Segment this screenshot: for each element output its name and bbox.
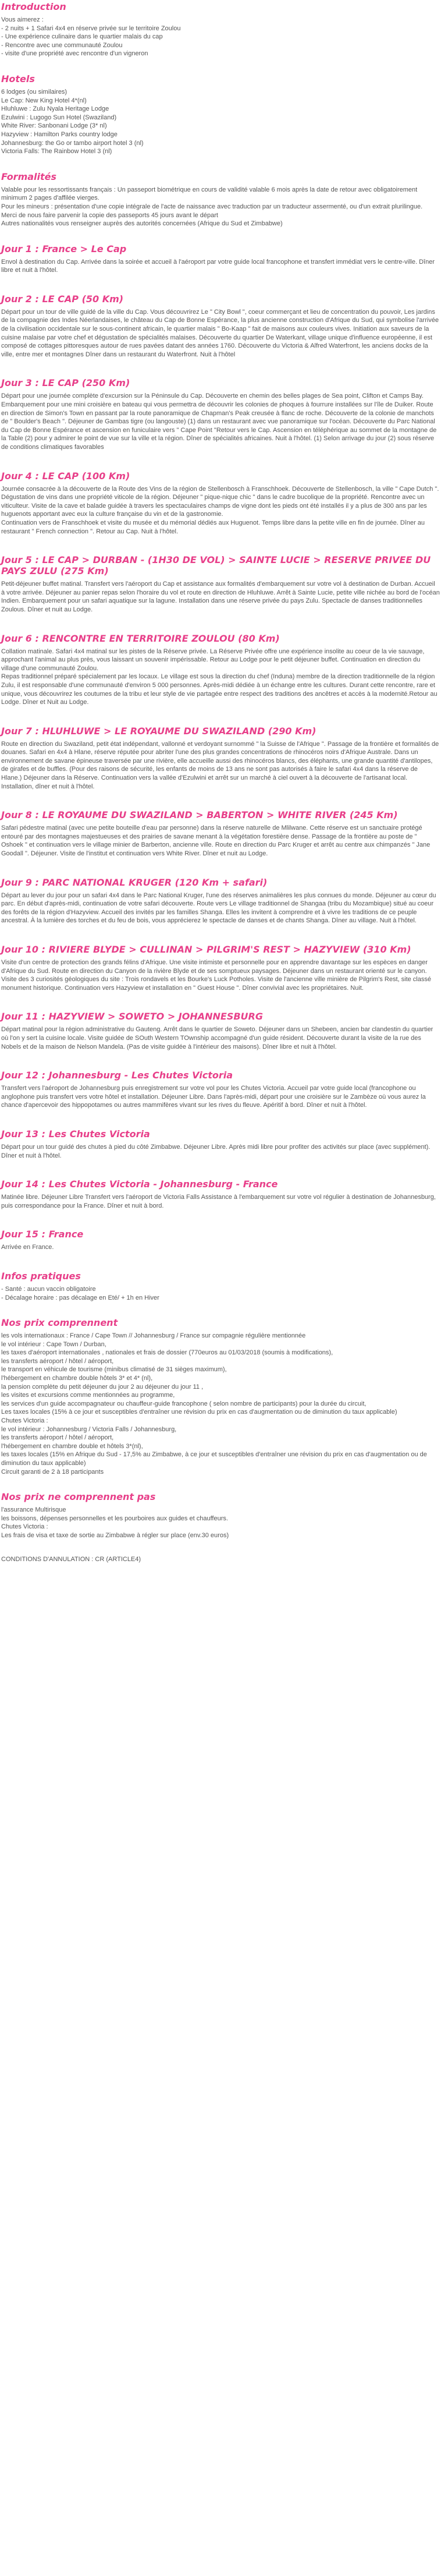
prix-ne-comprend-line: les boissons, dépenses personnelles et les pourboires aux guides et chauffeurs. (1, 1515, 228, 1522)
day-section (1, 1179, 440, 1210)
hotels-lines (1, 88, 440, 156)
hotel-line: Hazyview : Hamilton Parks country lodge (1, 130, 118, 138)
hotels-section (1, 73, 440, 156)
day-description: Arrivée en France. (1, 1244, 54, 1251)
infos-section (1, 1271, 440, 1302)
hotel-line: Ezulwini : Lugogo Sun Hotel (Swaziland) (1, 114, 117, 121)
prix-comprend-line: les transferts aéroport / hôtel / aéroport, (1, 1357, 114, 1365)
day-section (1, 470, 440, 536)
day-section (1, 1011, 440, 1051)
day-title: Jour 6 : RENCONTRE EN TERRITOIRE ZOULOU (80 Km) (1, 632, 280, 644)
day-title: Jour 9 : PARC NATIONAL KRUGER (120 Km + safari) (1, 876, 268, 888)
day-section (1, 1229, 440, 1252)
day-section (1, 554, 440, 614)
day-description: Visite d'un centre de protection des grands félins d'Afrique. Une visite intimiste et personnelle pour en apprendre davantage sur les espèces en danger d'Afrique du Sud. Route en direction du Canyon de la rivière Blyde et de ses somptueux paysages. Déjeuner dans un restaurant orienté sur le canyon. Visite des 3 curiosités géologiques du site : Trois rondavels et les Bourke's Luck Potholes. Visite de l'ancienne ville minière de Pilgrim's Rest, site classé monument historique. Continuation vers Hazyview et installation en " Guest House ". Dîner convivial avec les propriétaires. Nuit. (1, 959, 431, 992)
day-title: Jour 2 : LE CAP (50 Km) (1, 293, 124, 305)
formalites-lines (1, 186, 440, 228)
day-description: Départ matinal pour la région administrative du Gauteng. Arrêt dans le quartier de Soweto. Déjeuner dans un Shebeen, ancien bar clandestin du quartier où l'on y sert la cuisine locale. Visite guidée de SOuth Western TOwnship accompagné d'un guide résident. Découverte durant la visite de la rue des Nobels et de la maison de Nelson Mandela. (Pas de visite guidée à l'intérieur des maisons). Dîner libre et nuit à l'hôtel. (1, 1026, 433, 1050)
hotel-line: Victoria Falls: The Rainbow Hotel 3 (nl) (1, 148, 112, 155)
hotels-title: Hotels (1, 73, 35, 84)
day-description: Journée consacrée à la découverte de la Route des Vins de la région de Stellenbosch à Franschhoek. Découverte de Stellenbosch, la ville " Cape Dutch ". Dégustation de vins dans une propriété viticole de la région. Déjeuner " pique-nique chic " dans le cadre bucolique de la propriété. Rencontre avec un viticulteur. Visite de la cave et balade guidée à travers les spectaculaires champs de vigne dont les pieds ont été installés il y a plus de 300 ans par les huguenots apportant avec eux la culture française du vin et de la gastronomie. Continuation vers de Franschhoek et visite du musée et du mémorial dédiés aux Huguenot. Temps libre dans la petite ville en fin de journée. Dîner au restaurant " French connection ". Retour au Cap. Nuit à l'hôtel. (1, 485, 439, 535)
day-title: Jour 10 : RIVIERE BLYDE > CULLINAN > PILGRIM'S REST > HAZYVIEW (310 Km) (1, 944, 411, 955)
day-description: Départ au lever du jour pour un safari 4x4 dans le Parc National Kruger, l'une des réserves animalières les plus connues du monde. Déjeuner au cœur du parc. En début d'après-midi, continuation de votre safari découverte. Route vers Le village traditionnel de Shangaa (tribu du Mozambique) situé au coeur des forêts de la région d'Hazyview. Accueil des invités par les familles Shanga. Elles les invitent à comprendre et à vivre les traditions de ce peuple ancestral. À la lumière des torches et du feu de bois, vous apprécierez le spectacle de danses et de chants Shanga. Dîner au village. Nuit à l'hôtel. (1, 891, 436, 925)
day-title: Jour 11 : HAZYVIEW > SOWETO > JOHANNESBURG (1, 1011, 263, 1022)
prix-comprend-line: Les taxes locales (15% à ce jour et susceptibles d'entraîner une révision du prix en cas d'augmentation ou de diminution du taux applicable) (1, 1409, 397, 1416)
formalites-section (1, 171, 440, 228)
day-description: Matinée libre. Déjeuner Libre Transfert vers l'aéroport de Victoria Falls Assistance à l'embarquement sur votre vol régulier à destination de Johannesburg, puis correspondance pour la France. Dîner et nuit à bord. (1, 1194, 436, 1209)
day-section (1, 633, 440, 707)
day-description: Collation matinale. Safari 4x4 matinal sur les pistes de la Réserve privée. La Réserve Privée offre une expérience insolite au coeur de la vie sauvage, approchant l'animal au plus près, vous laissant un souvenir impérissable. Retour au Lodge pour le petit déjeuner buffet. Continuation en direction du village d'une communauté Zoulou. Repas traditionnel préparé spécialement par les locaux. Le village est sous la direction du chef (Induna) membre de la direction traditionnelle de la région Zulu, il est responsable d'une communauté d'environ 5 000 personnes. Après-midi dédiée à un échange entre les cultures. Durant cette rencontre, rare et unique, vous découvrirez les coutumes de la tribu et leur style de vie partagée entre respect des traditions des ancêtres et accès à la modernité.Retour au Lodge. Dîner et Nuit au Lodge. (1, 647, 438, 706)
day-section (1, 809, 440, 858)
info-line: - Santé : aucun vaccin obligatoire (1, 1285, 96, 1293)
day-section (1, 726, 440, 791)
prix-comprend-title: Nos prix comprennent (1, 1317, 118, 1329)
day-section (1, 1070, 440, 1110)
prix-comprend-line: les taxes locales (15% en Afrique du Sud - 17,5% au Zimbabwe, à ce jour et susceptibles d'entraîner une révision du prix en cas d'augmentation ou de diminution du taux applicable) (1, 1451, 427, 1467)
day-description: Safari pédestre matinal (avec une petite bouteille d'eau par personne) dans la réserve naturelle de Mlilwane. Cette réserve est un sanctuaire protégé entouré par des montagnes majestueuses et des prairies de savane menant à la végétation forestière dense. Passage de la frontière au poste de " Oshoek " et continuation vers le village minier de Barberton, ancienne ville. Route en direction du Parc Kruger et arrêt au centre aux chimpanzés " Jane Goodall ". Déjeuner. Visite de l'institut et continuation vers White River. Dîner et nuit au Lodge. (1, 825, 431, 858)
prix-comprend-line: Circuit garanti de 2 à 18 participants (1, 1468, 104, 1475)
introduction-line: - visite d'une propriété avec rencontre d'un vigneron (1, 50, 148, 58)
prix-comprend-line: Chutes Victoria : (1, 1417, 48, 1425)
prix-comprend-line: la pension complète du petit déjeuner du jour 2 au déjeuner du jour 11 , (1, 1383, 204, 1390)
hotel-line: Johannesburg: the Go or tambo airport hotel 3 (nl) (1, 139, 144, 147)
day-title: Jour 13 : Les Chutes Victoria (1, 1128, 150, 1140)
prix-comprend-line: le vol intérieur : Cape Town / Durban, (1, 1340, 106, 1348)
day-title: Jour 15 : France (1, 1229, 84, 1240)
day-title: Jour 12 : Johannesburg - Les Chutes Victoria (1, 1070, 233, 1081)
prix-comprend-line: le transport en véhicule de tourisme (minibus climatisé de 31 sièges maximum), (1, 1366, 227, 1374)
introduction-title: Introduction (1, 1, 66, 12)
hotel-line: Hluhluwe : Zulu Nyala Heritage Lodge (1, 105, 109, 113)
prix-comprend-line: les services d'un guide accompagnateur ou chauffeur-guide francophone ( selon nombre de participants) pour la durée du circuit, (1, 1400, 367, 1407)
day-description: Départ pour une journée complète d'excursion sur la Péninsule du Cap. Découverte en chemin des belles plages de Sea point, Clifton et Camps Bay. Embarquement pour une mini croisière en bateau qui vous permettra de découvrir les colonies de phoques à fourrure installées sur l'île de Duiker. Route en direction de Simon's Town en passant par la route panoramique de Chapman's Peak creusée à flanc de roche. Découverte de la colonie de manchots de " Boulder's Beach ". Déjeuner de Gambas tigre (ou langouste) (1) dans un restaurant avec vue panoramique sur l'océan. Découverte du Parc National du Cap de Bonne Espérance et ascension en funiculaire vers " Cape Point "Retour vers le Cap. Ascension en téléphérique au sommet de la montagne de la Table (2) pour y admirer le point de vue sur la ville et la région. Dîner de spécialités africaines. Nuit à l'hôtel. (1) Selon arrivage du jour (2) sous réserve de conditions climatiques favorables (1, 392, 437, 451)
introduction-line: Vous aimerez : (1, 16, 44, 23)
day-title: Jour 7 : HLUHLUWE > LE ROYAUME DU SWAZILAND (290 Km) (1, 725, 316, 737)
day-section (1, 944, 440, 992)
day-title: Jour 4 : LE CAP (100 Km) (1, 470, 130, 482)
day-description: Route en direction du Swaziland, petit état indépendant, vallonné et verdoyant surnommé " la Suisse de l'Afrique ". Passage de la frontière et formalités de douanes. Safari en 4x4 à Hlane, réserve réputée pour abriter l'une des plus grandes concentrations de rhinocéros noirs d'Afrique Australe. Dans un environnement de savane épineuse traversée par une rivière, elle accueille aussi des rhinocéros blancs, des éléphants, une grande quantité d'antilopes, de girafes et de buffles. (Pour des raisons de sécurité, les enfants de moins de 13 ans ne sont pas autorisés à faire le safari 4x4 dans la réserve de Hlane.) Déjeuner dans la Réserve. Continuation vers la vallée d'Ezulwini et arrêt sur un marché à ciel ouvert à la découverte de l'artisanat local. Installation, dîner et nuit à l'hôtel. (1, 740, 439, 790)
introduction-line: - Une expérience culinaire dans le quartier malais du cap (1, 33, 163, 41)
formalites-title: Formalités (1, 171, 57, 182)
day-description: Envol à destination du Cap. Arrivée dans la soirée et accueil à l'aéroport par votre guide local francophone et transfert immédiat vers le centre-ville. Dîner libre et nuit à l'hôtel. (1, 258, 435, 274)
day-title: Jour 5 : LE CAP > DURBAN - (1H30 DE VOL) > SAINTE LUCIE > RESERVE PRIVEE DU PAYS ZULU (275 Km) (1, 554, 431, 577)
prix-comprend-line: l'hébergement en chambre double et hôtels 3*(nl), (1, 1442, 143, 1450)
formalites-line: Valable pour les ressortissants français : Un passeport biométrique en cours de validité valable 6 mois après la date de retour avec obligatoirement minimum 2 pages d'affilée vierges. (1, 186, 418, 202)
prix-ne-comprend-line: l'assurance Multirisque (1, 1506, 66, 1514)
day-section (1, 1128, 440, 1160)
day-section (1, 877, 440, 925)
introduction-section (1, 1, 440, 58)
infos-lines (1, 1285, 440, 1302)
day-title: Jour 14 : Les Chutes Victoria - Johannesburg - France (1, 1179, 278, 1190)
prix-comprend-lines (1, 1332, 440, 1476)
info-line: - Décalage horaire : pas décalage en Eté/ + 1h en Hiver (1, 1294, 159, 1301)
prix-ne-comprend-lines (1, 1506, 440, 1540)
cancellation-conditions: CONDITIONS D'ANNULATION : CR (ARTICLE4) (1, 1555, 141, 1563)
prix-ne-comprend-line: Chutes Victoria : (1, 1523, 48, 1531)
prix-ne-comprend-section (1, 1491, 440, 1540)
day-section (1, 243, 440, 275)
prix-comprend-line: l'hébergement en chambre double hôtels 3* et 4* (nl), (1, 1375, 153, 1382)
prix-comprend-line: les taxes d'aéroport internationales , nationales et frais de dossier (770euros au 01/03/2018 (soumis à modifications), (1, 1349, 333, 1357)
introduction-line: - Rencontre avec une communauté Zoulou (1, 41, 123, 49)
prix-comprend-line: le vol intérieur : Johannesburg / Victoria Falls / Johannesburg, (1, 1425, 177, 1433)
day-by-day-program (1, 243, 440, 1252)
introduction-lines (1, 16, 440, 58)
hotel-line: Le Cap: New King Hotel 4*(nl) (1, 97, 87, 104)
day-description: Départ pour un tour de ville guidé de la ville du Cap. Vous découvrirez Le " City Bowl ", coeur commerçant et lieu de concentration du pouvoir, Les jardins de la compagnie des Indes Néerlandaises, le château du Cap de Bonne Espérance, la plus ancienne construction d'Afrique du Sud, qui symbolise l'arrivée de la civilisation occidentale sur le sous-continent africain, le quartier malais " Bo-Kaap " fait de maisons aux couleurs vives. Initiation aux saveurs de la cuisine malaise par votre chef et dégustation de spécialités malaises. Découverte du quartier De Waterkant, village unique d'influence européenne, il est composé de cottages pittoresques autour de rues pavées datant des années 1760. Découverte du Victoria & Alfred Waterfront, les anciens docks de la ville, entre mer et montagnes Dîner dans un restaurant du Waterfront. Nuit à l'hôtel (1, 308, 439, 358)
prix-comprend-line: les vols internationaux : France / Cape Town // Johannesburg / France sur compagnie régulière mentionnée (1, 1332, 306, 1340)
hotel-line: 6 lodges (ou similaires) (1, 88, 67, 95)
day-title: Jour 8 : LE ROYAUME DU SWAZILAND > BABERTON > WHITE RIVER (245 Km) (1, 809, 398, 821)
prix-comprend-section (1, 1317, 440, 1476)
prix-comprend-line: les visites et excursions comme mentionnées au programme, (1, 1392, 175, 1399)
day-title: Jour 1 : France > Le Cap (1, 243, 127, 254)
formalites-line: Autres nationalités vous renseigner auprès des autorités concernées (Afrique du Sud et Zimbabwe) (1, 220, 283, 228)
introduction-line: - 2 nuits + 1 Safari 4x4 en réserve privée sur le territoire Zoulou (1, 24, 181, 32)
day-description: Petit-déjeuner buffet matinal. Transfert vers l'aéroport du Cap et assistance aux formalités d'embarquement sur votre vol à destination de Durban. Accueil à votre arrivée. Déjeuner au panier repas selon l'horaire du vol et route en direction de Hluhluwe. Arrêt à Sainte Lucie, petite ville nichée au bord de l'océan Indien. Embarquement pour un safari aquatique sur la lagune. Installation dans une réserve privée du pays Zulu. Spectacle de danses traditionnelles Zoulous. Dîner et nuit au Lodge. (1, 581, 440, 613)
day-description: Transfert vers l'aéroport de Johannesburg puis enregistrement sur votre vol pour les Chutes Victoria. Accueil par votre guide local (francophone ou anglophone puis transfert vers votre hôtel et installation. Déjeuner Libre. Dans l'après-midi, départ pour une croisière sur le Zambèze où vous aurez la chance d'apercevoir des hippopotames ou autres mammifères vivant sur les rives du fleuve. Apéritif à bord. Dîner et nuit à l'hôtel. (1, 1085, 426, 1109)
day-section (1, 293, 440, 359)
prix-comprend-line: les transferts aéroport / hôtel / aéroport, (1, 1434, 114, 1442)
day-description: Départ pour un tour guidé des chutes à pied du côté Zimbabwe. Déjeuner Libre. Après midi libre pour profiter des activités sur place (avec supplément). Dîner et nuit à l'hôtel. (1, 1143, 431, 1159)
infos-title: Infos pratiques (1, 1270, 81, 1282)
prix-ne-comprend-title: Nos prix ne comprennent pas (1, 1491, 156, 1503)
formalites-line: Pour les mineurs : présentation d'une copie intégrale de l'acte de naissance avec traduction par un traducteur assermenté, ou d'un extrait plurilingue. (1, 203, 423, 210)
day-section (1, 377, 440, 451)
formalites-line: Merci de nous faire parvenir la copie des passeports 45 jours avant le départ (1, 211, 218, 219)
hotel-line: White River: Sanbonani Lodge (3* nl) (1, 122, 107, 130)
prix-ne-comprend-line: Les frais de visa et taxe de sortie au Zimbabwe à régler sur place (env.30 euros) (1, 1531, 229, 1539)
day-title: Jour 3 : LE CAP (250 Km) (1, 377, 130, 389)
